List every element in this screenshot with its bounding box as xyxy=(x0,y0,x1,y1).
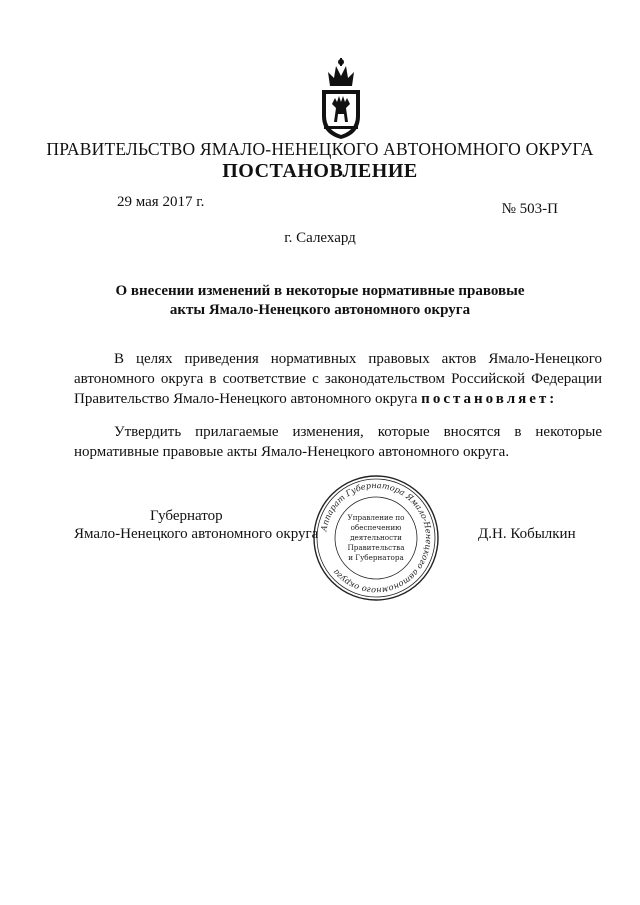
coat-of-arms-icon xyxy=(318,56,364,140)
document-date: 29 мая 2017 г. xyxy=(117,194,205,210)
decision-keyword: постановляет: xyxy=(421,391,558,407)
document-subject xyxy=(0,282,640,320)
document-number: № 503-П xyxy=(501,201,558,217)
subject-line-2: акты Ямало-Ненецкого автономного округа xyxy=(169,302,471,318)
official-seal xyxy=(312,474,440,602)
paragraph-1-line-1: В целях приведения нормативных правовых актов Ямало-Ненецкого xyxy=(114,351,602,367)
document-city: г. Салехард xyxy=(284,230,356,246)
subject-line-1: О внесении изменений в некоторые нормативные правовые xyxy=(115,283,525,299)
paragraph-2-line-1: Утвердить прилагаемые изменения, которые вносятся в некоторые xyxy=(114,424,602,440)
body-paragraph-2 xyxy=(74,422,602,462)
body-paragraph-1 xyxy=(74,349,602,409)
signatory-name: Д.Н. Кобылкин xyxy=(478,526,576,542)
paragraph-1-line-2: автономного округа в соответствие с законодательством Российской Федерации xyxy=(74,371,602,387)
signatory-title-line-1: Губернатор xyxy=(150,508,223,524)
seal-center-line-2: обеспечению xyxy=(350,523,402,532)
seal-center-line-1: Управление по xyxy=(347,513,405,522)
seal-center-line-3: деятельности xyxy=(350,533,402,542)
seal-center-line-4: Правительства xyxy=(347,543,405,552)
paragraph-1-line-3 xyxy=(74,389,602,409)
document-type: ПОСТАНОВЛЕНИЕ xyxy=(222,160,418,182)
government-title: ПРАВИТЕЛЬСТВО ЯМАЛО-НЕНЕЦКОГО АВТОНОМНОГО ОКРУГА xyxy=(46,139,594,159)
signatory-title-line-2: Ямало-Ненецкого автономного округа xyxy=(74,526,319,542)
paragraph-2-line-2: нормативные правовые акты Ямало-Ненецкого автономного округа. xyxy=(74,444,510,460)
seal-ring-text: Аппарат Губернатора Ямало-Ненецкого автономного округа xyxy=(318,479,435,597)
paragraph-1-line-3-text: Правительство Ямало-Ненецкого автономного округа xyxy=(74,391,418,407)
seal-center-line-5: и Губернатора xyxy=(348,553,404,562)
